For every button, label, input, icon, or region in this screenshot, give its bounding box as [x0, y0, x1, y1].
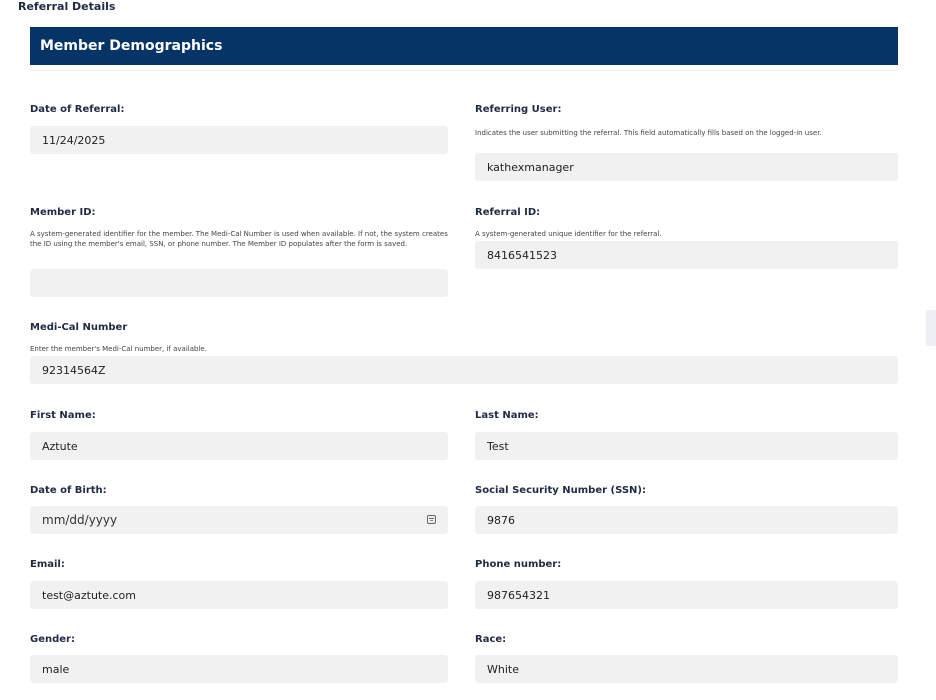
member-id-field[interactable]	[30, 269, 448, 297]
ssn-label: Social Security Number (SSN):	[475, 485, 646, 496]
last-name-label: Last Name:	[475, 410, 539, 421]
page-title: Referral Details	[18, 0, 116, 13]
referring-user-label: Referring User:	[475, 104, 562, 115]
email-field[interactable]: test@aztute.com	[30, 581, 448, 609]
member-id-help: A system-generated identifier for the member. The Medi-Cal Number is used when available. If not, the system creates the ID using the member's email, SSN, or phone number. The Member ID populates after the form is saved.	[30, 230, 448, 248]
ssn-field[interactable]: 9876	[475, 506, 898, 534]
referring-user-field[interactable]: kathexmanager	[475, 153, 898, 181]
scrollbar-thumb[interactable]	[926, 310, 936, 346]
medi-cal-number-field[interactable]: 92314564Z	[30, 356, 898, 384]
date-of-birth-label: Date of Birth:	[30, 485, 107, 496]
medi-cal-number-label: Medi-Cal Number	[30, 322, 128, 333]
phone-field[interactable]: 987654321	[475, 581, 898, 609]
date-of-birth-input[interactable]	[30, 506, 448, 534]
member-id-label: Member ID:	[30, 207, 96, 218]
email-label: Email:	[30, 559, 65, 570]
race-field[interactable]: White	[475, 655, 898, 683]
referral-id-field[interactable]: 8416541523	[475, 241, 898, 269]
date-of-referral-label: Date of Referral:	[30, 104, 125, 115]
gender-field[interactable]: male	[30, 655, 448, 683]
section-header	[30, 27, 898, 65]
referral-id-label: Referral ID:	[475, 207, 541, 218]
section-title: Member Demographics	[40, 38, 223, 54]
referral-id-help: A system-generated unique identifier for the referral.	[475, 230, 662, 238]
first-name-label: First Name:	[30, 410, 96, 421]
first-name-field[interactable]: Aztute	[30, 432, 448, 460]
race-label: Race:	[475, 634, 507, 645]
section-divider	[30, 70, 898, 71]
gender-label: Gender:	[30, 634, 75, 645]
medi-cal-number-help: Enter the member's Medi-Cal number, if available.	[30, 345, 207, 353]
referring-user-help: Indicates the user submitting the referral. This field automatically fills based on the logged-in user.	[475, 129, 822, 137]
last-name-field[interactable]: Test	[475, 432, 898, 460]
date-of-referral-field[interactable]: 11/24/2025	[30, 126, 448, 154]
phone-label: Phone number:	[475, 559, 562, 570]
calendar-icon[interactable]	[427, 515, 436, 524]
date-of-birth-placeholder: mm/dd/yyyy	[42, 513, 118, 527]
